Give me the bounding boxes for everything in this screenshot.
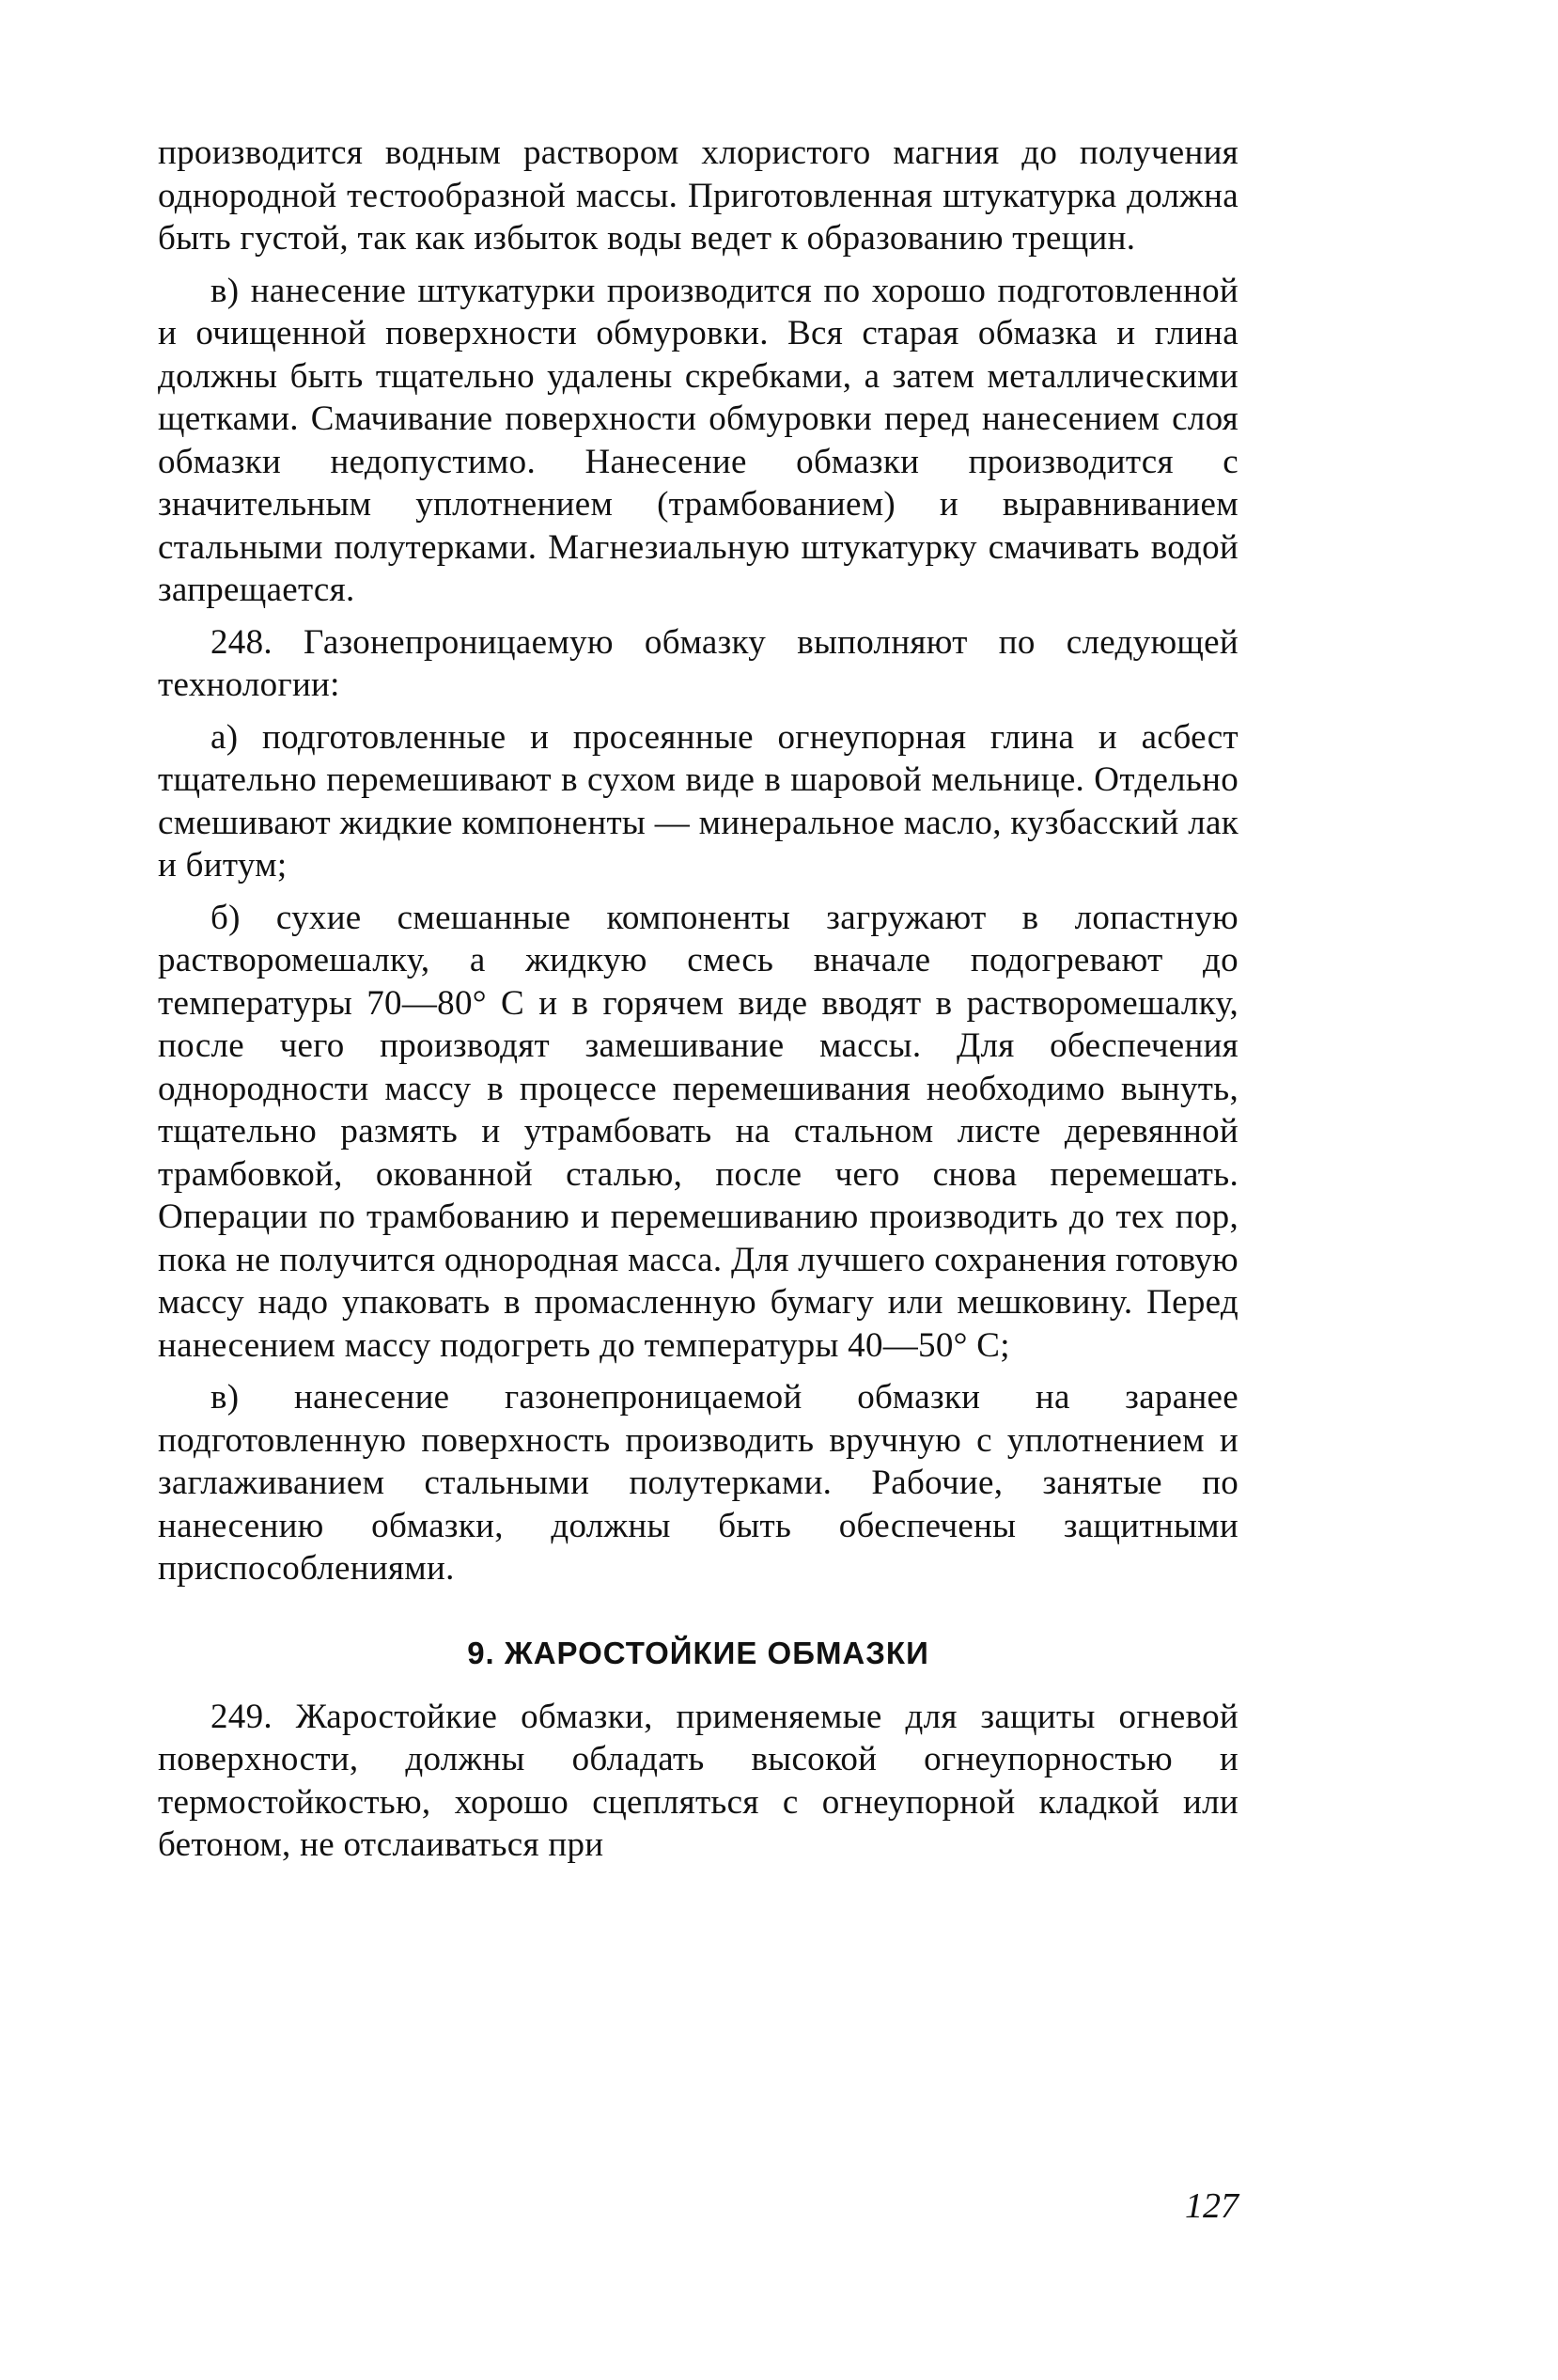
paragraph-248: 248. Газонепроницаемую обмазку выполняют по следующей технологии: xyxy=(158,622,1239,704)
paragraph-249: 249. Жаростойкие обмазки, применяемые для защиты огневой поверхности, должны обладать высокой огнеупорностью и термостойкостью, хорошо сцепляться с огнеупорной кладкой или бетоном, не отслаиваться при xyxy=(158,1697,1239,1864)
page-text-block xyxy=(158,132,1239,1876)
paragraph-item-b: б) сухие смешанные компоненты загружают в лопастную растворомешалку, а жидкую смесь вначале подогревают до температуры 70—80° С и в горячем виде вводят в растворомешалку, после чего производят замешивание массы. Для обеспечения однородности массу в процессе перемешивания необходимо вынуть, тщательно размять и утрамбовать на стальном листе деревянной трамбовкой, окованной сталью, после чего снова перемешать. Операции по трамбованию и перемешиванию производить до тех пор, пока не получится однородная масса. Для лучшего сохранения готовую массу надо упаковать в промасленную бумагу или мешковину. Перед нанесением массу подогреть до температуры 40—50° С; xyxy=(158,898,1239,1365)
paragraph-item-a: а) подготовленные и просеянные огнеупорная глина и асбест тщательно перемешивают в сухом виде в шаровой мельнице. Отдельно смешивают жидкие компоненты — минеральное масло, кузбасский лак и битум; xyxy=(158,717,1239,885)
paragraph-continuation: производится водным раствором хлористого магния до получения однородной тестообразной массы. Приготовленная штукатурка должна быть густой, так как избыток воды ведет к образованию трещин. xyxy=(158,133,1239,258)
page-number: 127 xyxy=(1185,2186,1239,2226)
paragraph-plaster-application: в) нанесение штукатурки производится по хорошо подготовленной и очищенной поверхности обмуровки. Вся старая обмазка и глина должны быть тщательно удалены скребками, а затем металлическими щетками. Смачивание поверхности обмуровки перед нанесением слоя обмазки недопустимо. Нанесение обмазки производится с значительным уплотнением (трамбованием) и выравниванием стальными полутерками. Магнезиальную штукатурку смачивать водой запрещается. xyxy=(158,271,1239,609)
section-heading: 9. ЖАРОСТОЙКИЕ ОБМАЗКИ xyxy=(467,1635,929,1670)
paragraph-item-v: в) нанесение газонепроницаемой обмазки на заранее подготовленную поверхность производить вручную с уплотнением и заглаживанием стальными полутерками. Рабочие, занятые по нанесению обмазки, должны быть обеспечены защитными приспособлениями. xyxy=(158,1378,1239,1588)
